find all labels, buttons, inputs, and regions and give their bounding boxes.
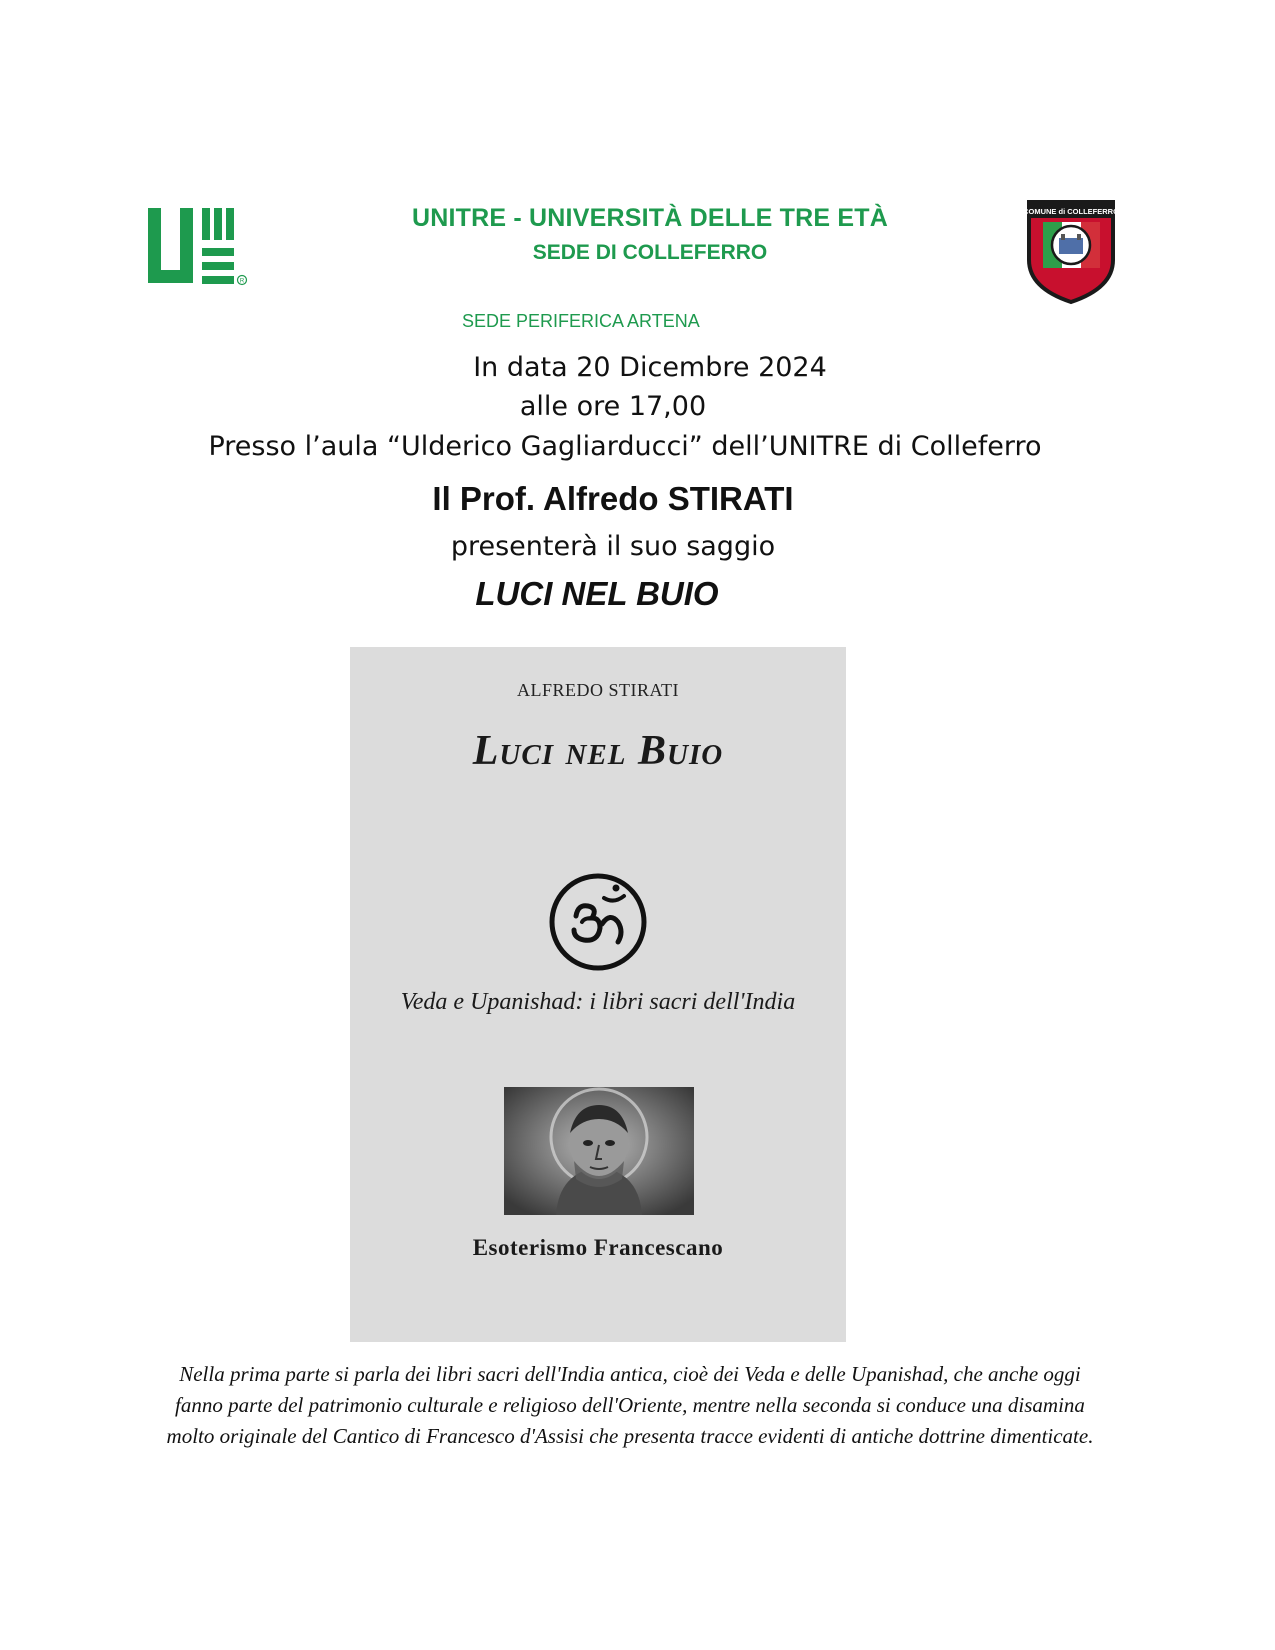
- branch-label: SEDE PERIFERICA ARTENA: [462, 311, 700, 331]
- comune-crest-logo: [1025, 198, 1117, 306]
- om-symbol-icon: [548, 872, 648, 972]
- event-present-line: presenterà il suo saggio: [450, 531, 776, 562]
- book-cover: [350, 647, 846, 1342]
- cover-title: Luci nel Buio: [472, 728, 724, 774]
- event-place: Presso l’aula “Ulderico Gagliarducci” dell’UNITRE di Colleferro: [208, 431, 1042, 462]
- svg-text:R: R: [239, 278, 245, 285]
- org-title: UNITRE - UNIVERSITÀ DELLE TRE ETÀ: [411, 204, 889, 232]
- event-book-title: LUCI NEL BUIO: [475, 575, 719, 612]
- description-line: Nella prima parte si parla dei libri sacri dell'India antica, cioè dei Veda e delle Upanishad, che anche oggi: [179, 1362, 1081, 1386]
- event-speaker: Il Prof. Alfredo STIRATI: [432, 480, 794, 517]
- cover-author: ALFREDO STIRATI: [516, 680, 679, 700]
- event-date: In data 20 Dicembre 2024: [473, 352, 827, 383]
- event-time: alle ore 17,00: [519, 391, 707, 422]
- book-description: [30, 1359, 1230, 1452]
- org-subtitle: SEDE DI COLLEFERRO: [532, 241, 768, 264]
- comune-logo-text: COMUNE di COLLEFERRO: [1025, 207, 1117, 216]
- cover-section-title: Esoterismo Francescano: [472, 1235, 724, 1260]
- francis-portrait-image: [504, 1087, 694, 1215]
- description-line: molto originale del Cantico di Francesco d'Assisi che presenta tracce evidenti di antiche dottrine dimenticate.: [166, 1424, 1094, 1448]
- description-line: fanno parte del patrimonio culturale e religioso dell'Oriente, mentre nella seconda si conduce una disamina: [175, 1393, 1085, 1417]
- unitre-logo: [148, 208, 248, 294]
- cover-subtitle: Veda e Upanishad: i libri sacri dell'India: [400, 989, 796, 1015]
